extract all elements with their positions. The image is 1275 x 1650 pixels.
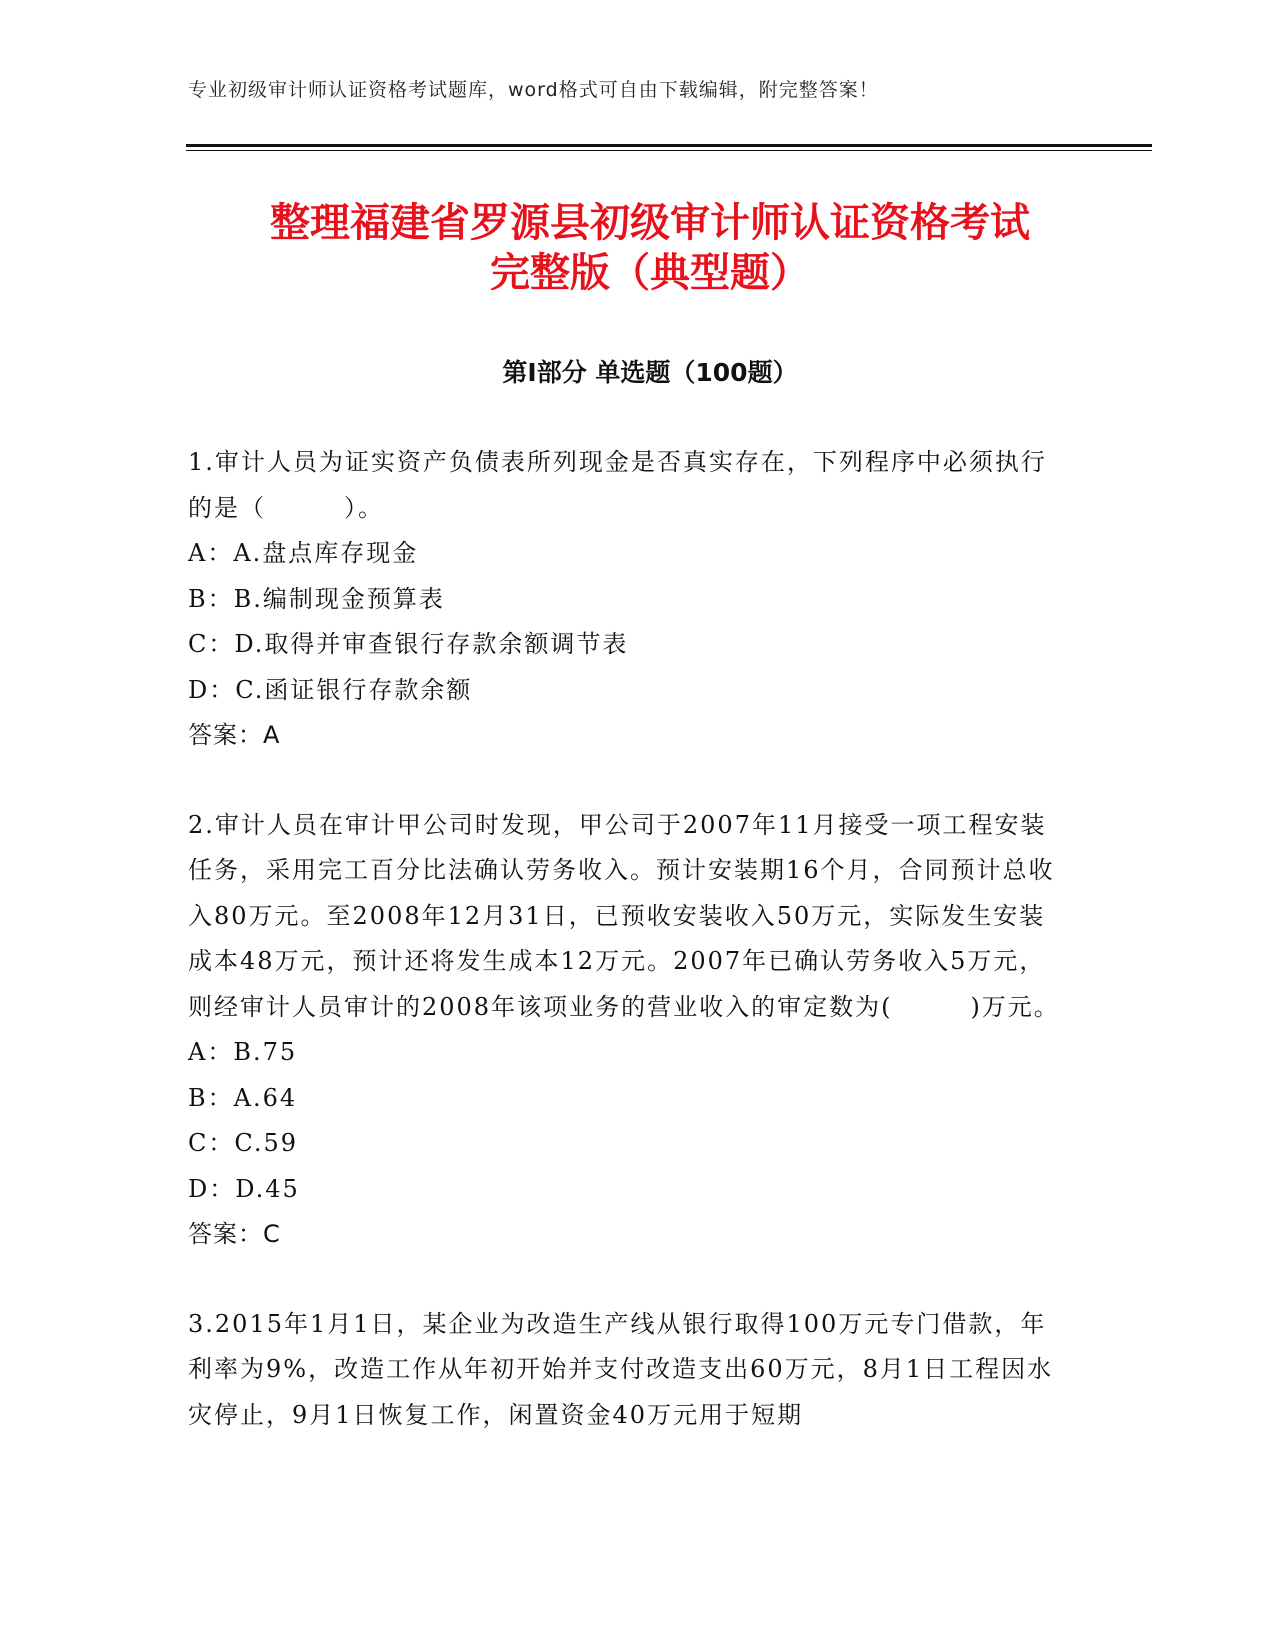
question-stem: 1.审计人员为证实资产负债表所列现金是否真实存在，下列程序中必须执行的是（ ）。: [188, 448, 1047, 522]
option-d: D：D.45: [188, 1174, 300, 1203]
option-c: C：C.59: [188, 1129, 299, 1157]
document-title-line-2: 完整版（典型题）: [490, 250, 810, 296]
question-1: [188, 440, 1068, 759]
question-2: [188, 803, 1068, 1258]
option-a: A：B.75: [188, 1038, 298, 1066]
header-divider-thin: [186, 150, 1152, 151]
option-c: C：D.取得并审查银行存款余额调节表: [188, 630, 629, 658]
document-title: [150, 198, 1150, 298]
option-b: B：A.64: [188, 1083, 298, 1112]
question-list: [188, 440, 1068, 1482]
option-a: A：A.盘点库存现金: [188, 539, 419, 567]
question-stem: 2.审计人员在审计甲公司时发现，甲公司于2007年11月接受一项工程安装任务，采用完工百分比法确认劳务收入。预计安装期16个月，合同预计总收入80万元。至2008年12月31日，已预收安装收入50万元，实际发生安装成本48万元，预计还将发生成本12万元。2007年已确认劳务收入5万元，则经审计人员审计的2008年该项业务的营业收入的审定数为( )万元。: [188, 810, 1060, 1021]
answer-line: 答案：C: [188, 1220, 281, 1248]
header-note: 专业初级审计师认证资格考试题库，word格式可自由下载编辑，附完整答案！: [188, 79, 879, 101]
option-d: D：C.函证银行存款余额: [188, 675, 473, 704]
option-b: B：B.编制现金预算表: [188, 584, 445, 613]
answer-line: 答案：A: [188, 721, 281, 749]
header-divider-thick: [186, 144, 1152, 147]
document-title-line-1: 整理福建省罗源县初级审计师认证资格考试: [270, 200, 1030, 246]
section-heading: 第Ⅰ部分 单选题（100题）: [502, 358, 798, 387]
question-3: [188, 1302, 1068, 1439]
question-stem: 3.2015年1月1日，某企业为改造生产线从银行取得100万元专门借款，年利率为9%，改造工作从年初开始并支付改造支出60万元，8月1日工程因水灾停止，9月1日恢复工作，闲置资金40万元用于短期: [188, 1309, 1054, 1429]
